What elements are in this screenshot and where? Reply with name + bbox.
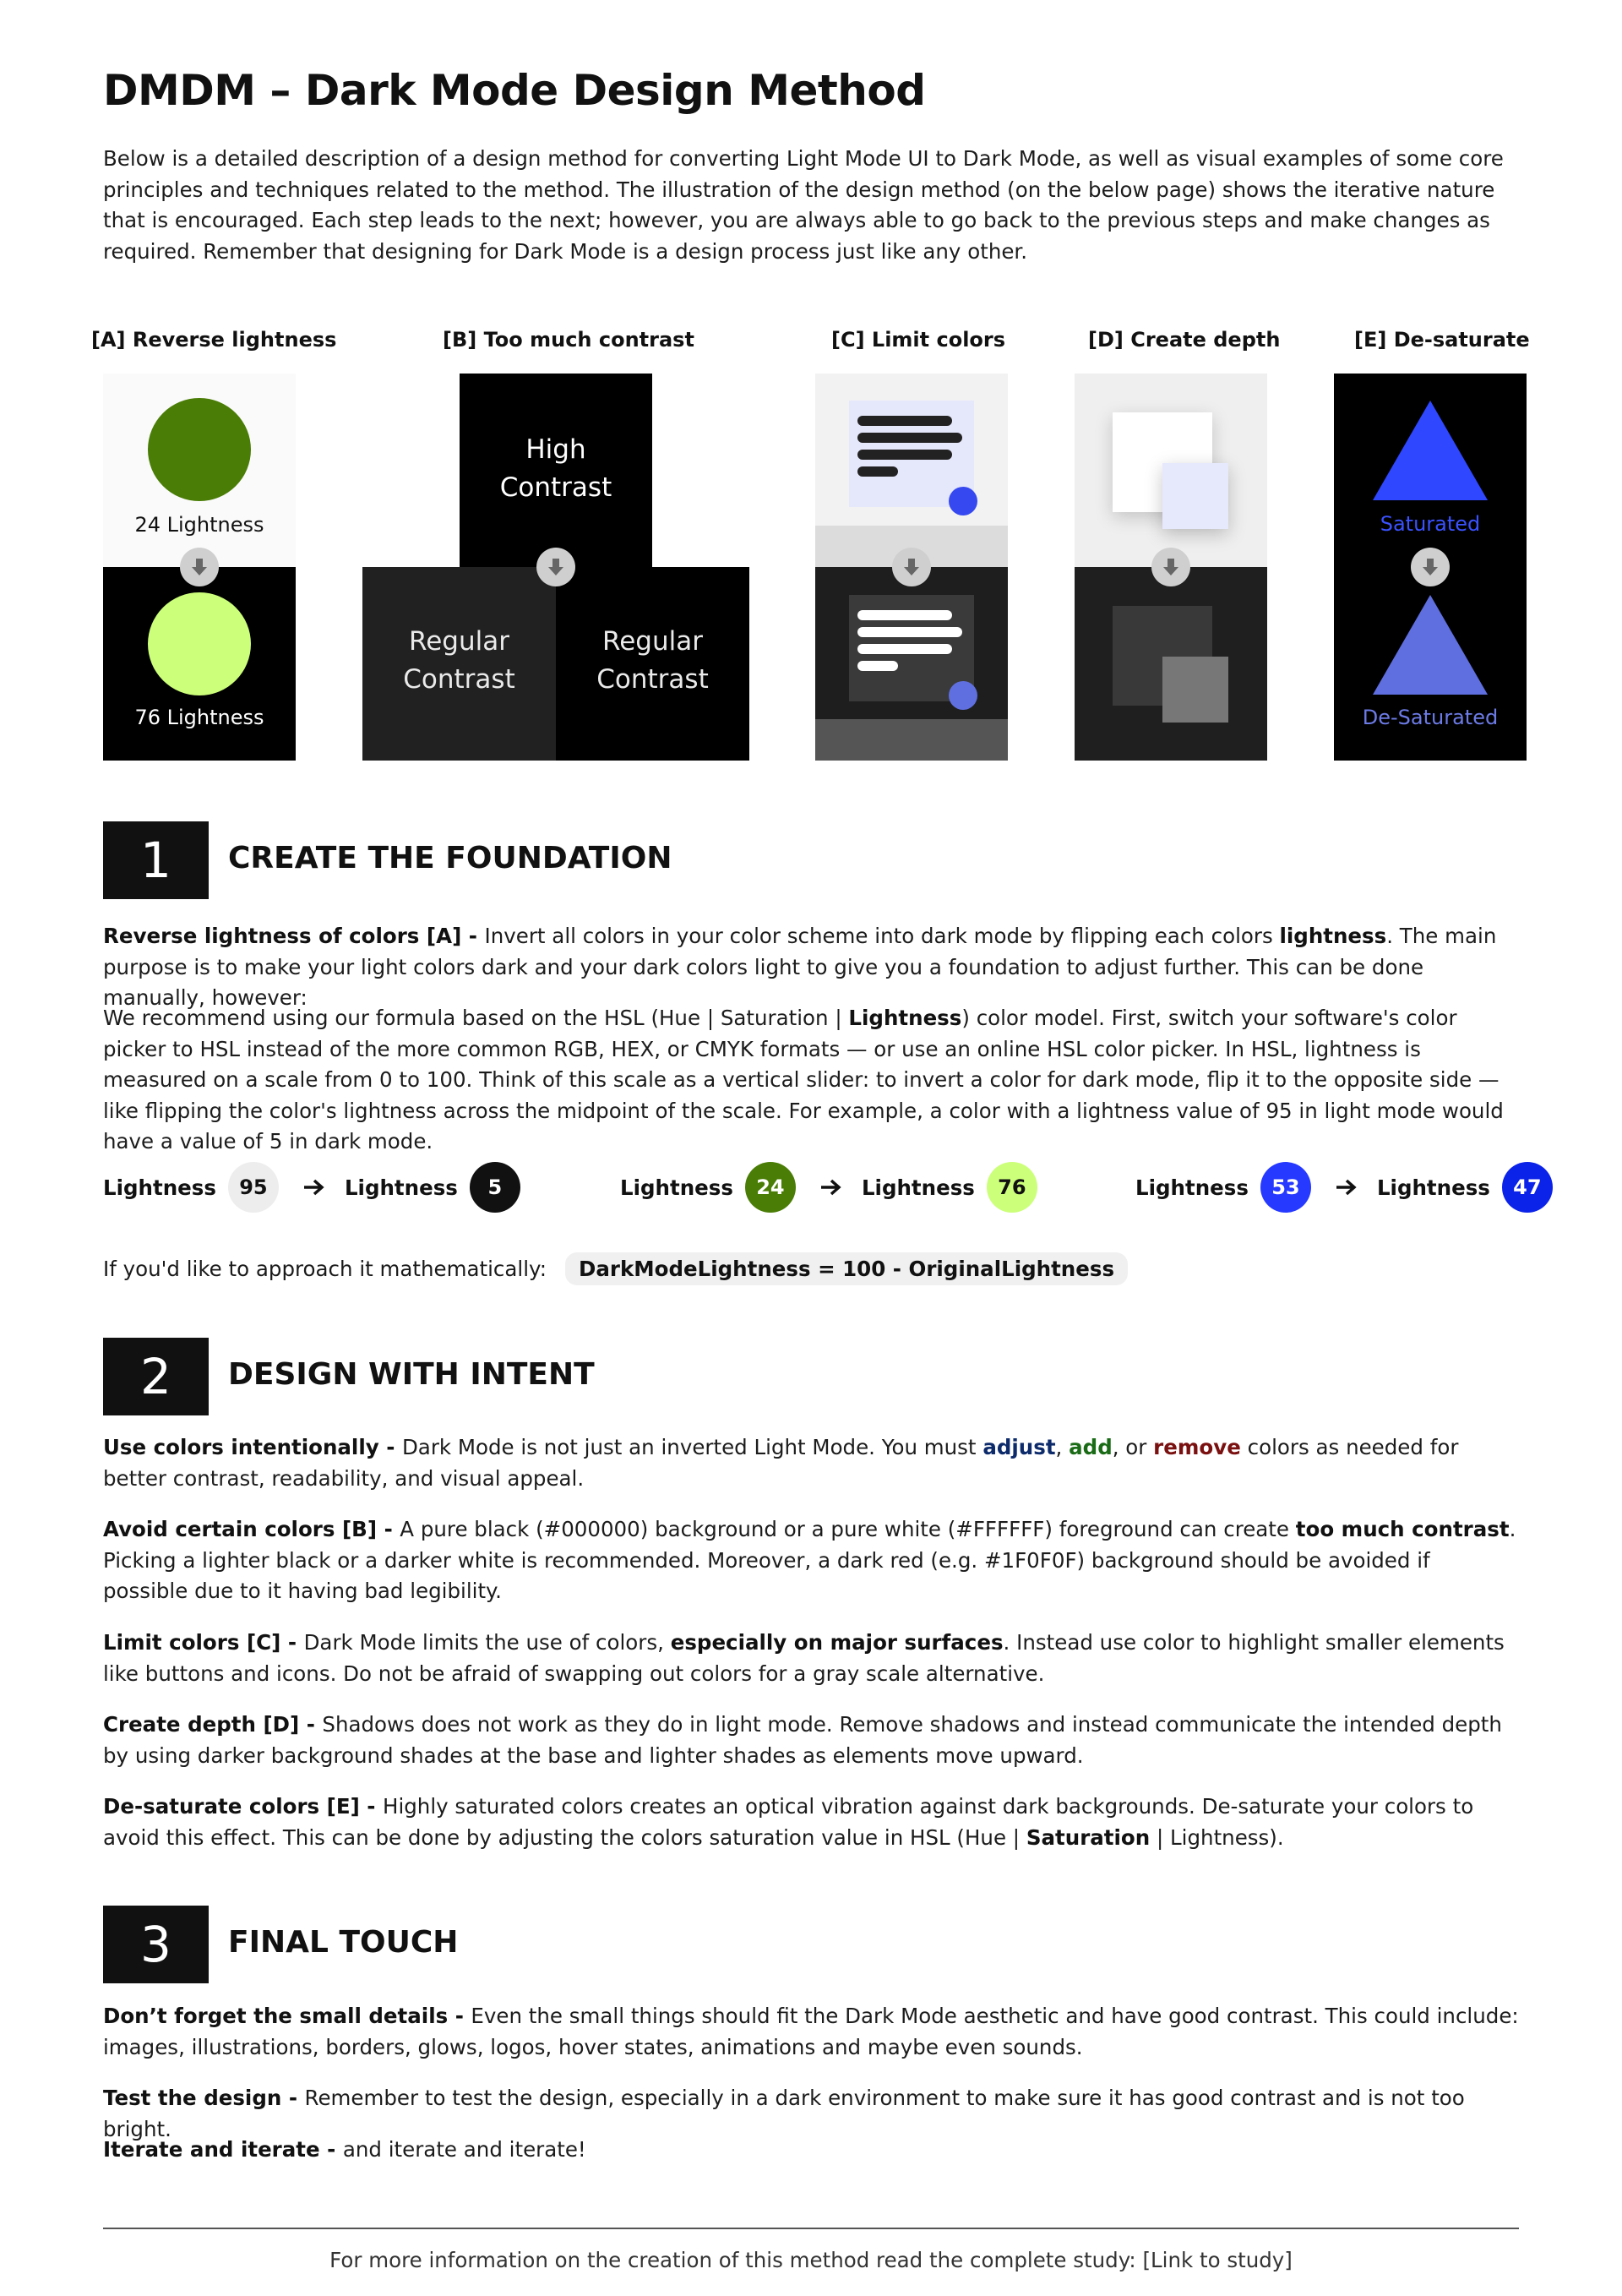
s2-paragraph-3 (103, 1628, 1519, 1689)
s1-p1-bold2: lightness (1279, 924, 1387, 948)
regular-contrast-line1: Regular (602, 626, 703, 657)
s2-paragraph-1 (103, 1432, 1519, 1494)
s2-p3-text2: . Instead use color to highlight smaller elements like buttons and icons. Do not be afraid of swapping out colors for a gray scale alternative. (103, 1630, 1505, 1686)
footer-divider (103, 2228, 1519, 2229)
s1-p2-text: We recommend using our formula based on the HSL (Hue | Saturation | (103, 1006, 849, 1030)
s2-paragraph-4 (103, 1710, 1519, 1771)
lightness-24-label: 24 Lightness (134, 513, 264, 537)
comma: , (1055, 1435, 1070, 1459)
regular-contrast-line2: Contrast (596, 664, 709, 695)
illustration-e-label: [E] De-saturate (1354, 328, 1530, 352)
s3-p2-bold: Test the design - (103, 2086, 305, 2110)
formula-code: DarkModeLightness = 100 - OriginalLightness (565, 1252, 1128, 1285)
illustration-e (1334, 374, 1527, 761)
depth-card-front (1162, 657, 1228, 723)
lightness-76-label: 76 Lightness (134, 706, 264, 729)
arrow-right-icon (302, 1177, 326, 1197)
dark-green-circle (148, 398, 251, 501)
s1-p2-text2: ) color model. First, switch your software's color picker to HSL instead of the more common RGB, HEX, or CMYK formats — or use an online HSL color picker. In HSL, lightness is measured on a scale from 0 to 100. Think of this scale as a vertical slider: to invert a color for dark mode, flip it to the opposite side — like flipping the color's lightness across the midpoint of the scale. For example, a color with a lightness value of 95 in light mode would have a value of 5 in dark mode. (103, 1006, 1504, 1153)
s2-paragraph-5 (103, 1792, 1519, 1853)
s3-paragraph-1 (103, 2001, 1519, 2063)
arrow-down-icon (892, 548, 931, 586)
s2-p3-bold: Limit colors [C] - (103, 1630, 304, 1655)
section-1-number: 1 (103, 821, 209, 899)
lightness-76-badge: 76 (987, 1162, 1037, 1213)
s2-p1-text: Dark Mode is not just an inverted Light Mode. You must (401, 1435, 983, 1459)
s1-p1-bold: Reverse lightness of colors [A] - (103, 924, 485, 948)
lightness-label: Lightness (620, 1175, 733, 1200)
saturated-triangle (1373, 401, 1488, 500)
s2-p5-bold: De-saturate colors [E] - (103, 1794, 384, 1819)
section-1-title: CREATE THE FOUNDATION (228, 841, 672, 875)
illustration-b (362, 374, 749, 761)
s2-p2-text: A pure black (#000000) background or a pure white (#FFFFFF) foreground can create (400, 1517, 1296, 1541)
or-word: , or (1112, 1435, 1154, 1459)
accent-dot (949, 487, 977, 515)
saturated-label: Saturated (1380, 512, 1481, 536)
dark-footer (815, 719, 1008, 761)
arrow-right-icon (819, 1177, 843, 1197)
footer-text[interactable]: For more information on the creation of this method read the complete study: [Link to study] (329, 2248, 1293, 2272)
regular-contrast-card-right (556, 567, 749, 761)
s3-p1-bold: Don’t forget the small details - (103, 2004, 471, 2028)
accent-dot-dark (949, 681, 977, 710)
lightness-5-badge: 5 (470, 1162, 520, 1213)
regular-contrast-card-left (362, 567, 556, 761)
lightness-label: Lightness (1376, 1175, 1490, 1200)
remove-word: remove (1153, 1435, 1241, 1459)
s2-paragraph-2 (103, 1514, 1519, 1607)
desaturated-label: De-Saturated (1362, 706, 1499, 729)
lightness-label: Lightness (1135, 1175, 1249, 1200)
s2-p4-text: Shadows does not work as they do in light mode. Remove shadows and instead communicate the intended depth by using darker background shades at the base and lighter shades as elements move upward. (103, 1712, 1502, 1768)
lightness-label: Lightness (103, 1175, 216, 1200)
s2-p2-text2: . Picking a lighter black or a darker white is recommended. Moreover, a dark red (e.g. #1F0F0F) background should be avoided if possible due to it having bad legibility. (103, 1517, 1516, 1603)
s3-p3-text: and iterate and iterate! (342, 2137, 586, 2162)
illustration-c (815, 374, 1008, 761)
illustration-d (1075, 374, 1267, 761)
adjust-word: adjust (982, 1435, 1056, 1459)
s3-p3-bold: Iterate and iterate - (103, 2137, 343, 2162)
illustration-a-label: [A] Reverse lightness (91, 328, 337, 352)
shadow-card-front (1162, 463, 1228, 529)
s2-p5-text: Highly saturated colors creates an optical vibration against dark backgrounds. De-saturate your colors to avoid this effect. This can be done by adjusting the colors saturation value in HSL (Hue | (103, 1794, 1474, 1850)
s1-p1-text: Invert all colors in your color scheme into dark mode by flipping each colors (484, 924, 1280, 948)
s2-p1-bold: Use colors intentionally - (103, 1435, 402, 1459)
s2-p2-bold2: too much contrast (1295, 1517, 1510, 1541)
lightness-24-badge: 24 (745, 1162, 796, 1213)
s1-p2-bold: Lightness (848, 1006, 962, 1030)
intro-paragraph: Below is a detailed description of a design method for converting Light Mode UI to Dark Mode, as well as visual examples of some core principles and techniques related to the method. The illustration of the design method (on the below page) shows the iterative nature that is encouraged. Each step leads to the next; however, you are always able to go back to the previous steps and make changes as required. Remember that designing for Dark Mode is a design process just like any other. (103, 146, 1504, 264)
s1-paragraph-1 (103, 921, 1519, 1014)
arrow-down-icon (1411, 548, 1450, 586)
lightness-label: Lightness (344, 1175, 458, 1200)
lightness-pair-3 (1135, 1162, 1553, 1213)
lightness-label: Lightness (861, 1175, 975, 1200)
section-2-title: DESIGN WITH INTENT (228, 1357, 595, 1392)
s2-p3-bold2: especially on major surfaces (670, 1630, 1004, 1655)
high-contrast-line1: High (525, 434, 586, 465)
arrow-down-icon (536, 548, 575, 586)
light-green-circle (148, 592, 251, 695)
lightness-pair-2 (620, 1162, 1037, 1213)
s2-p1-text2: colors as needed for better contrast, readability, and visual appeal. (103, 1435, 1459, 1491)
page-title: DMDM – Dark Mode Design Method (103, 66, 926, 115)
add-word: add (1069, 1435, 1113, 1459)
s2-p5-text2: | Lightness). (1150, 1824, 1284, 1850)
s1-p1-text2: . The main purpose is to make your light colors dark and your dark colors light to give you a foundation to adjust further. This can be done manually, however: (103, 924, 1497, 1010)
s2-p5-bold2: Saturation (1026, 1824, 1151, 1850)
s2-p4-bold: Create depth [D] - (103, 1712, 323, 1737)
high-contrast-line2: Contrast (499, 472, 612, 503)
lightness-47-badge: 47 (1502, 1162, 1553, 1213)
lightness-95-badge: 95 (228, 1162, 279, 1213)
section-3-number: 3 (103, 1906, 209, 1983)
lightness-53-badge: 53 (1260, 1162, 1311, 1213)
s2-p2-bold: Avoid certain colors [B] - (103, 1517, 400, 1541)
s2-p3-text: Dark Mode limits the use of colors, (303, 1630, 671, 1655)
regular-contrast-line2: Contrast (403, 664, 515, 695)
illustration-b-label: [B] Too much contrast (443, 328, 694, 352)
illustration-d-label: [D] Create depth (1088, 328, 1281, 352)
s1-paragraph-2 (103, 1003, 1519, 1158)
illustration-c-label: [C] Limit colors (831, 328, 1006, 352)
arrow-down-icon (180, 548, 219, 586)
section-3-title: FINAL TOUCH (228, 1925, 459, 1960)
high-contrast-card (460, 374, 652, 567)
regular-contrast-line1: Regular (409, 626, 509, 657)
section-2-number: 2 (103, 1338, 209, 1415)
arrow-down-icon (1151, 548, 1190, 586)
s3-p2-text: Remember to test the design, especially in a dark environment to make sure it has good contrast and is not too bright. (103, 2086, 1465, 2141)
s3-paragraph-3 (103, 2135, 1519, 2166)
illustration-a (103, 374, 296, 761)
arrow-right-icon (1335, 1177, 1358, 1197)
s3-p1-text: Even the small things should fit the Dark Mode aesthetic and have good contrast. This could include: images, illustrations, borders, glows, logos, hover states, animations and maybe even sounds. (103, 2004, 1519, 2059)
desaturated-triangle (1373, 595, 1488, 695)
lightness-pair-1 (103, 1162, 520, 1213)
formula-intro: If you'd like to approach it mathematically: (103, 1257, 547, 1281)
formula-line (103, 1252, 1128, 1285)
